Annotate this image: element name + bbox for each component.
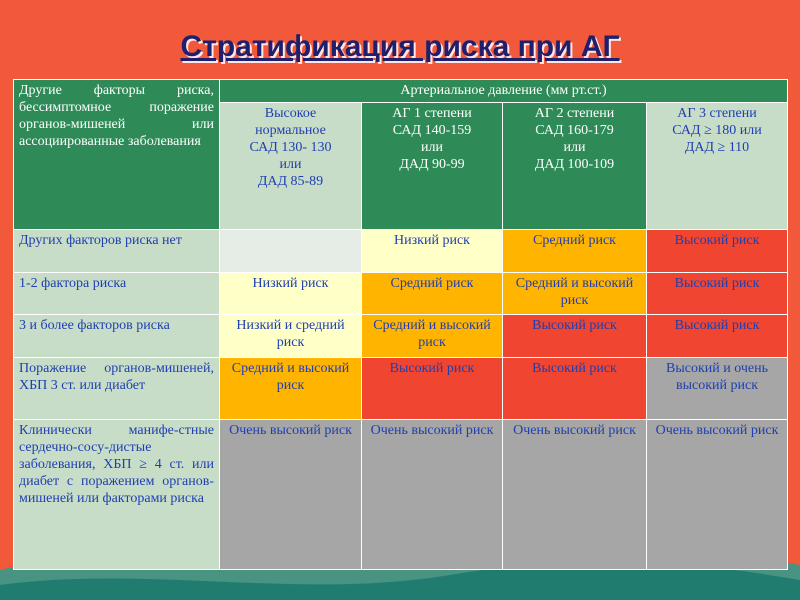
row-label: Клинически манифе-стные сердечно-сосу-дистые заболевания, ХБП ≥ 4 ст. или диабет с поражением органов-мишеней или факторами риска [14, 420, 220, 570]
table-cell [220, 230, 362, 273]
table-cell: Очень высокий риск [503, 420, 647, 570]
column-header-high-normal: Высокое нормальное САД 130- 130 или ДАД 85-89 [220, 103, 362, 230]
table-cell: Низкий риск [220, 273, 362, 315]
table-cell: Средний и высокий риск [220, 358, 362, 420]
table-cell: Средний и высокий риск [503, 273, 647, 315]
table-cell: Низкий риск [362, 230, 503, 273]
table-cell: Высокий риск [503, 315, 647, 358]
column-header-ag3: АГ 3 степени САД ≥ 180 или ДАД ≥ 110 [647, 103, 788, 230]
row-label: Поражение органов-мишеней, ХБП 3 ст. или диабет [14, 358, 220, 420]
column-header-ag1: АГ 1 степени САД 140-159 или ДАД 90-99 [362, 103, 503, 230]
table-row [14, 420, 788, 570]
row-label: 3 и более факторов риска [14, 315, 220, 358]
table-cell: Низкий и средний риск [220, 315, 362, 358]
table-cell: Высокий риск [647, 315, 788, 358]
table-row [14, 358, 788, 420]
table-row [14, 230, 788, 273]
table-cell: Высокий риск [647, 273, 788, 315]
table-cell: Средний и высокий риск [362, 315, 503, 358]
table-cell: Средний риск [362, 273, 503, 315]
table-cell: Высокий риск [362, 358, 503, 420]
table-cell: Очень высокий риск [362, 420, 503, 570]
slide-title: Стратификация риска при АГ [180, 30, 620, 63]
table-cell: Высокий и очень высокий риск [647, 358, 788, 420]
table-cell: Очень высокий риск [647, 420, 788, 570]
table-cell: Высокий риск [503, 358, 647, 420]
column-header-ag2: АГ 2 степени САД 160-179 или ДАД 100-109 [503, 103, 647, 230]
risk-stratification-table [13, 79, 788, 570]
table-row [14, 315, 788, 358]
table-cell: Средний риск [503, 230, 647, 273]
corner-header: Другие факторы риска, бессимптомное поражение органов-мишеней или ассоциированные заболевания [14, 80, 220, 230]
row-label: Других факторов риска нет [14, 230, 220, 273]
table-row [14, 273, 788, 315]
row-label: 1-2 фактора риска [14, 273, 220, 315]
table-cell: Высокий риск [647, 230, 788, 273]
table-cell: Очень высокий риск [220, 420, 362, 570]
blood-pressure-group-header: Артериальное давление (мм рт.ст.) [220, 80, 788, 103]
